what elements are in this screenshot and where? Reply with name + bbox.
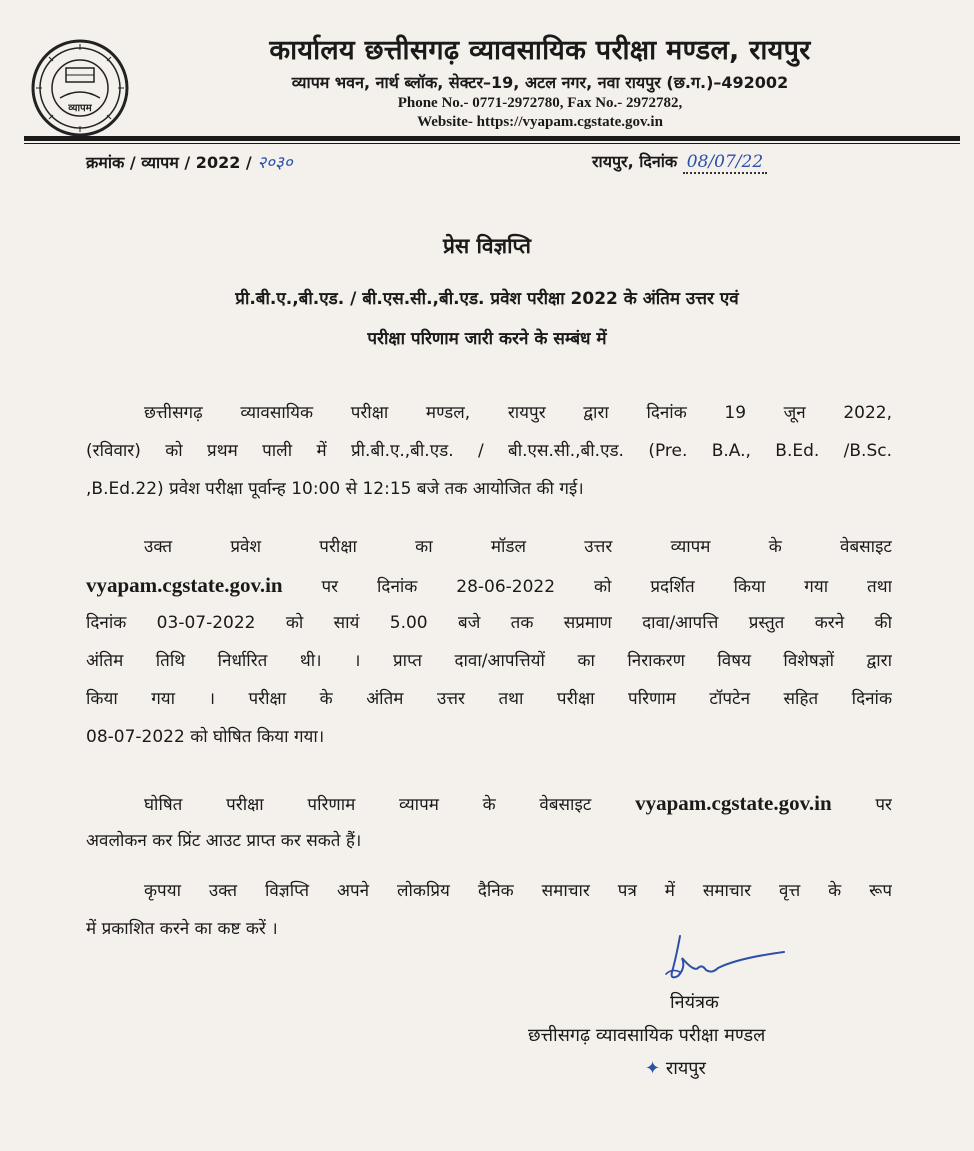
press-release-title: प्रेस विज्ञप्ति xyxy=(443,234,531,258)
paragraph-line xyxy=(86,784,892,822)
reference-number xyxy=(86,150,293,173)
star-mark-icon: ✦ xyxy=(645,1058,661,1079)
reference-date xyxy=(592,150,767,172)
paragraph-line: (रविवार) को प्रथम पाली में प्री.बी.ए.,बी.एड. / बी.एस.सी.,बी.एड. (Pre. B.A., B.Ed. /B.Sc. xyxy=(86,441,892,461)
paragraph-line-end: पर xyxy=(875,795,892,815)
paragraph-result-announced xyxy=(86,784,892,860)
paragraph-line: किया गया । परीक्षा के अंतिम उत्तर तथा परीक्षा परिणाम टॉपटेन सहित दिनांक xyxy=(86,689,892,709)
paragraph-line-start: घोषित परीक्षा परिणाम व्यापम के वेबसाइट xyxy=(144,795,592,815)
paragraph-line: छत्तीसगढ़ व्यावसायिक परीक्षा मण्डल, रायपुर द्वारा दिनांक 19 जून 2022, xyxy=(144,403,892,423)
header-divider-thin xyxy=(24,143,960,144)
reference-date-prefix: रायपुर, दिनांक xyxy=(592,152,678,171)
signatory-organization: छत्तीसगढ़ व्यावसायिक परीक्षा मण्डल xyxy=(528,1025,766,1046)
reference-date-handwritten: 08/07/22 xyxy=(683,152,767,174)
website-line: Website- https://vyapam.cgstate.gov.in xyxy=(417,114,663,130)
subject-line-1: प्री.बी.ए.,बी.एड. / बी.एस.सी.,बी.एड. प्रवेश परीक्षा 2022 के अंतिम उत्तर एवं xyxy=(235,289,739,309)
controller-signature xyxy=(658,928,788,988)
paragraph-line-rest: पर दिनांक 28-06-2022 को प्रदर्शित किया गया तथा xyxy=(321,577,892,597)
signatory-block xyxy=(520,986,900,1085)
paragraph-line: दिनांक 03-07-2022 को सायं 5.00 बजे तक सप्रमाण दावा/आपत्ति प्रस्तुत करने की xyxy=(86,613,892,633)
paragraph-line: उक्त प्रवेश परीक्षा का मॉडल उत्तर व्यापम के वेबसाइट xyxy=(144,537,892,557)
paragraph-line: 08-07-2022 को घोषित किया गया। xyxy=(86,727,325,747)
phone-fax-line: Phone No.- 0771-2972780, Fax No.- 2972782, xyxy=(397,95,683,111)
paragraph-exam-conducted xyxy=(86,394,892,508)
website-link-text: vyapam.cgstate.gov.in xyxy=(635,791,832,815)
paragraph-model-answers xyxy=(86,528,892,756)
paragraph-line: अवलोकन कर प्रिंट आउट प्राप्त कर सकते हैं। xyxy=(86,831,362,851)
logo-text: व्यापम xyxy=(68,103,92,114)
organization-title: कार्यालय छत्तीसगढ़ व्यावसायिक परीक्षा मण्डल, रायपुर xyxy=(269,35,811,66)
reference-number-prefix: क्रमांक / व्यापम / 2022 / xyxy=(86,153,252,172)
paragraph-line: में प्रकाशित करने का कष्ट करें । xyxy=(86,919,278,939)
website-link-text: vyapam.cgstate.gov.in xyxy=(86,573,283,597)
paragraph-line: ,B.Ed.22) प्रवेश परीक्षा पूर्वान्ह 10:00 से 12:15 बजे तक आयोजित की गई। xyxy=(86,479,584,499)
signatory-city: रायपुर xyxy=(665,1058,706,1079)
header-divider-thick xyxy=(24,136,960,141)
reference-number-handwritten: २०३० xyxy=(257,153,293,173)
vyapam-logo-emblem xyxy=(30,38,130,138)
subject-line-2: परीक्षा परिणाम जारी करने के सम्बंध में xyxy=(367,329,607,349)
paragraph-line xyxy=(86,566,892,604)
paragraph-line: कृपया उक्त विज्ञप्ति अपने लोकप्रिय दैनिक समाचार पत्र में समाचार वृत्त के रूप xyxy=(144,881,892,901)
paragraph-line: अंतिम तिथि निर्धारित थी। । प्राप्त दावा/आपत्तियों का निराकरण विषय विशेषज्ञों द्वारा xyxy=(86,651,892,671)
organization-address: व्यापम भवन, नार्थ ब्लॉक, सेक्टर–19, अटल नगर, नवा रायपुर (छ.ग.)–492002 xyxy=(291,73,789,92)
letterhead xyxy=(140,30,940,131)
signatory-designation: नियंत्रक xyxy=(670,992,719,1013)
signatory-city-line xyxy=(520,1052,900,1085)
